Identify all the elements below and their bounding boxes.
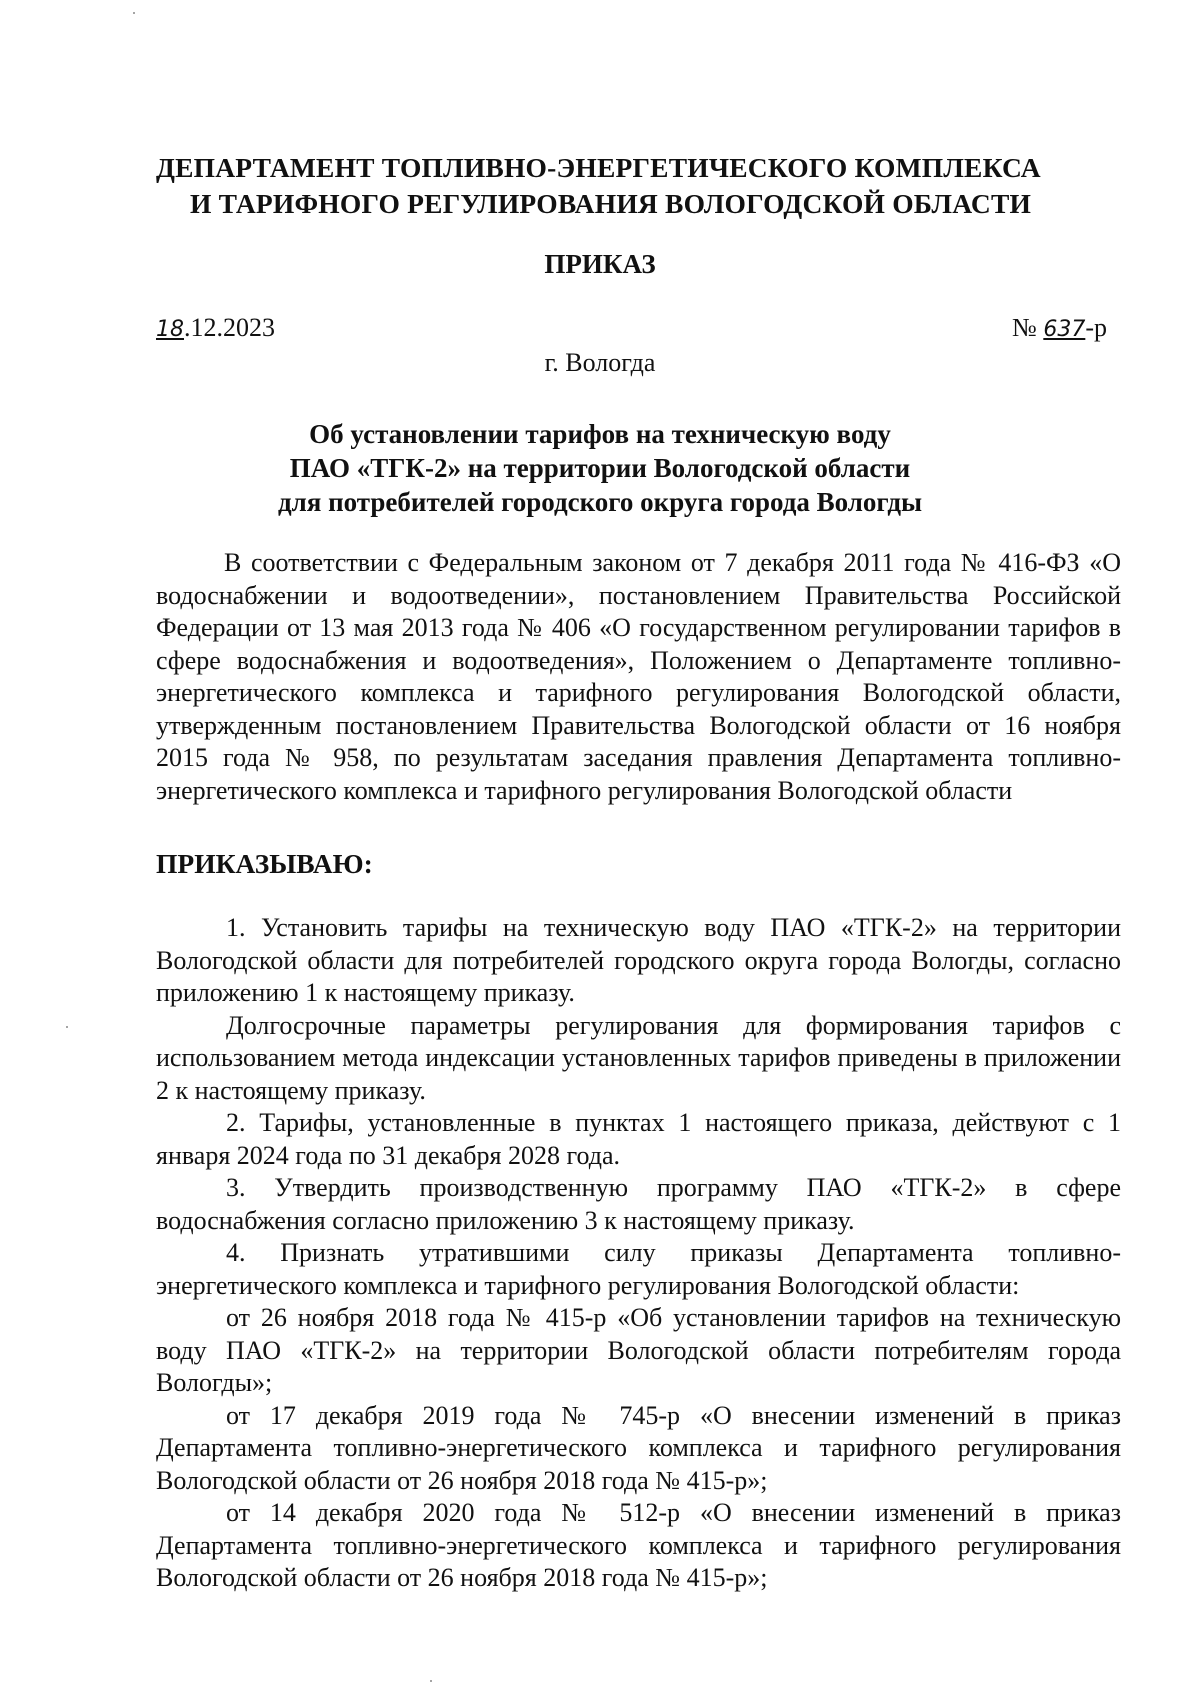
header-line-1: ДЕПАРТАМЕНТ ТОПЛИВНО-ЭНЕРГЕТИЧЕСКОГО КОМПЛЕКСА <box>156 152 1041 183</box>
subject-line-2: ПАО «ТГК-2» на территории Вологодской области <box>289 453 911 483</box>
subject-line-3: для потребителей городского округа города Вологды <box>277 487 923 517</box>
item-4-b: от 17 декабря 2019 года № 745-р «О внесении изменений в приказ Департамента топливно-энергетического комплекса и тарифного регулирования Вологодской области от 26 ноября 2018 года № 415-р»; <box>156 1400 1121 1495</box>
order-date <box>156 312 275 347</box>
order-city: г. Вологда <box>544 348 656 377</box>
header-line-2: И ТАРИФНОГО РЕГУЛИРОВАНИЯ ВОЛОГОДСКОЙ ОБЛАСТИ <box>190 188 1032 219</box>
item-2: 2. Тарифы, установленные в пунктах 1 настоящего приказа, действуют с 1 января 2024 года по 31 декабря 2028 года. <box>156 1108 1121 1170</box>
item-3: 3. Утвердить производственную программу ПАО «ТГК-2» в сфере водоснабжения согласно приложению 3 к настоящему приказу. <box>156 1173 1121 1235</box>
orders-word: ПРИКАЗЫВАЮ: <box>156 848 373 879</box>
scan-speck <box>430 1680 432 1682</box>
number-suffix: -р <box>1085 313 1107 342</box>
order-number <box>1012 312 1107 347</box>
item-4: 4. Признать утратившими силу приказы Департамента топливно-энергетического комплекса и тарифного регулирования Вологодской области: <box>156 1238 1121 1300</box>
preamble-paragraph: В соответствии с Федеральным законом от 7 декабря 2011 года № 416-ФЗ «О водоснабжении и водоотведении», постановлением Правительства Российской Федерации от 13 мая 2013 года № 406 «О государственном регулировании тарифов в сфере водоснабжения и водоотведения», Положением о Департаменте топливно-энергетического комплекса и тарифного регулирования Вологодской области, утвержденным постановлением Правительства Вологодской области от 16 ноября 2015 года № 958, по результатам заседания правления Департамента топливно-энергетического комплекса и тарифного регулирования Вологодской области <box>156 548 1121 805</box>
date-rest: .12.2023 <box>184 313 275 342</box>
scan-speck <box>66 1026 68 1028</box>
date-handwritten-day: 18 <box>156 317 184 342</box>
number-handwritten: 637 <box>1043 317 1086 342</box>
order-title: ПРИКАЗ <box>544 249 656 279</box>
scan-speck <box>133 12 135 14</box>
items-block <box>156 912 1121 1595</box>
item-4-c: от 14 декабря 2020 года № 512-р «О внесении изменений в приказ Департамента топливно-энергетического комплекса и тарифного регулирования Вологодской области от 26 ноября 2018 года № 415-р»; <box>156 1498 1121 1592</box>
preamble-block <box>156 547 1121 807</box>
number-prefix: № <box>1012 313 1044 342</box>
item-1-params: Долгосрочные параметры регулирования для формирования тарифов с использованием метода индексации установленных тарифов приведены в приложении 2 к настоящему приказу. <box>156 1010 1121 1105</box>
item-4-a: от 26 ноября 2018 года № 415-р «Об установлении тарифов на техническую воду ПАО «ТГК-2» на территории Вологодской области потребителям города Вологды»; <box>156 1303 1121 1397</box>
item-1: 1. Установить тарифы на техническую воду ПАО «ТГК-2» на территории Вологодской области для потребителей городского округа города Вологды, согласно приложению 1 к настоящему приказу. <box>156 913 1121 1007</box>
subject-line-1: Об установлении тарифов на техническую воду <box>309 419 891 449</box>
